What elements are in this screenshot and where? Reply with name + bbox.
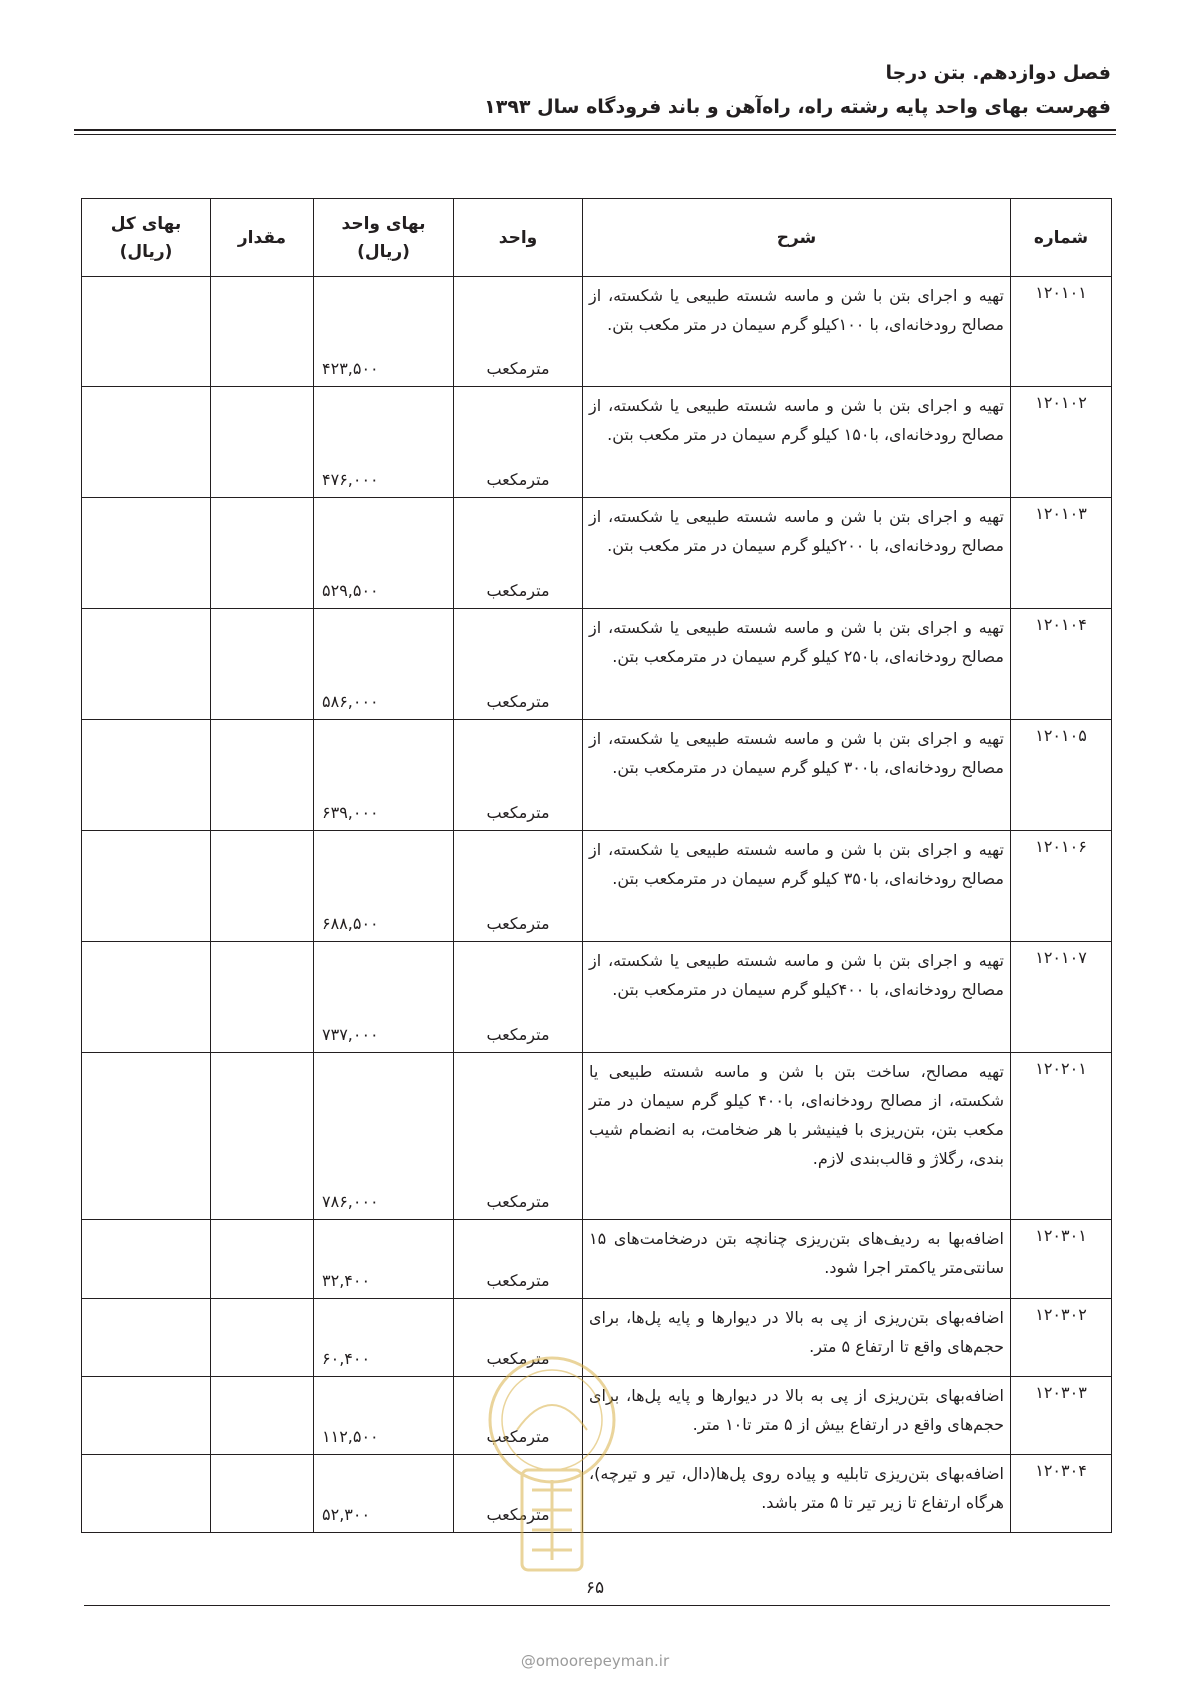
price-list-table	[81, 198, 1112, 1533]
column-header-total-price	[82, 199, 211, 277]
item-description: تهیه و اجرای بتن با شن و ماسه شسته طبیعی یا شکسته، از مصالح رودخانه‌ای، با ۱۰۰کیلو گرم سیمان در متر مکعب بتن.	[583, 277, 1011, 387]
column-header-unit: واحد	[454, 199, 583, 277]
item-unit-price: ۷۳۷,۰۰۰	[314, 942, 454, 1053]
item-unit: مترمکعب	[454, 609, 583, 720]
item-description: تهیه و اجرای بتن با شن و ماسه شسته طبیعی یا شکسته، از مصالح رودخانه‌ای، با ۴۰۰کیلو گرم سیمان در مترمکعب بتن.	[583, 942, 1011, 1053]
item-description: اضافه‌بهای بتن‌ریزی از پی به بالا در دیوارها و پایه پل‌ها، برای حجم‌های واقع در ارتفاع بیش از ۵ متر تا۱۰ متر.	[583, 1377, 1011, 1455]
page-number: ۶۵	[585, 1578, 605, 1598]
table-row	[82, 1053, 1112, 1220]
item-quantity	[211, 498, 314, 609]
column-header-quantity: مقدار	[211, 199, 314, 277]
header-rule-thin	[74, 134, 1116, 135]
item-total-price	[82, 387, 211, 498]
item-code: ۱۲۰۱۰۵	[1011, 720, 1112, 831]
item-unit: مترمکعب	[454, 1299, 583, 1377]
item-quantity	[211, 1299, 314, 1377]
item-unit: مترمکعب	[454, 1220, 583, 1299]
item-quantity	[211, 1220, 314, 1299]
item-description: اضافه‌بهای بتن‌ریزی از پی به بالا در دیوارها و پایه پل‌ها، برای حجم‌های واقع تا ارتفاع ۵ متر.	[583, 1299, 1011, 1377]
item-quantity	[211, 609, 314, 720]
item-description: اضافه‌بها به ردیف‌های بتن‌ریزی چنانچه بتن درضخامت‌های ۱۵ سانتی‌متر یاکمتر اجرا شود.	[583, 1220, 1011, 1299]
item-code: ۱۲۰۱۰۲	[1011, 387, 1112, 498]
item-unit-price: ۶۳۹,۰۰۰	[314, 720, 454, 831]
item-description: تهیه و اجرای بتن با شن و ماسه شسته طبیعی یا شکسته، از مصالح رودخانه‌ای، با۳۰۰ کیلو گرم سیمان در مترمکعب بتن.	[583, 720, 1011, 831]
item-unit: مترمکعب	[454, 498, 583, 609]
item-unit: مترمکعب	[454, 1053, 583, 1220]
chapter-title: فصل دوازدهم. بتن درجا	[885, 62, 1111, 84]
column-header-unit-price	[314, 199, 454, 277]
watermark-seal-icon	[477, 1350, 627, 1580]
table-row	[82, 1220, 1112, 1299]
item-unit-price: ۵۲۹,۵۰۰	[314, 498, 454, 609]
item-quantity	[211, 831, 314, 942]
item-total-price	[82, 1455, 211, 1533]
item-unit: مترمکعب	[454, 277, 583, 387]
column-header-total-price-currency: (ریال)	[119, 241, 173, 262]
page-header	[71, 56, 1111, 124]
column-header-unit-price-currency: (ریال)	[357, 241, 410, 262]
item-code: ۱۲۰۳۰۲	[1011, 1299, 1112, 1377]
item-code: ۱۲۰۳۰۱	[1011, 1220, 1112, 1299]
item-unit-price: ۳۲,۴۰۰	[314, 1220, 454, 1299]
item-description: تهیه و اجرای بتن با شن و ماسه شسته طبیعی یا شکسته، از مصالح رودخانه‌ای، با ۲۰۰کیلو گرم سیمان در متر مکعب بتن.	[583, 498, 1011, 609]
column-header-unit-price-label: بهای واحد	[341, 213, 426, 234]
document-subtitle: فهرست بهای واحد پایه رشته راه، راه‌آهن و باند فرودگاه سال ۱۳۹۳	[484, 96, 1111, 118]
website-watermark: @omoorepeyman.ir	[520, 1652, 670, 1670]
item-code: ۱۲۰۱۰۱	[1011, 277, 1112, 387]
item-unit: مترمکعب	[454, 1377, 583, 1455]
item-code: ۱۲۰۱۰۶	[1011, 831, 1112, 942]
item-description: تهیه مصالح، ساخت بتن با شن و ماسه شسته طبیعی یا شکسته، از مصالح رودخانه‌ای، با۴۰۰ کیلو گرم سیمان در متر مکعب بتن، بتن‌ریزی با فینیشر با هر ضخامت، به انضمام شیب بندی، رگلاژ و قالب‌بندی لازم.	[583, 1053, 1011, 1220]
item-quantity	[211, 1455, 314, 1533]
item-unit-price: ۴۷۶,۰۰۰	[314, 387, 454, 498]
item-unit-price: ۷۸۶,۰۰۰	[314, 1053, 454, 1220]
item-description: تهیه و اجرای بتن با شن و ماسه شسته طبیعی یا شکسته، از مصالح رودخانه‌ای، با۱۵۰ کیلو گرم سیمان در متر مکعب بتن.	[583, 387, 1011, 498]
item-description: تهیه و اجرای بتن با شن و ماسه شسته طبیعی یا شکسته، از مصالح رودخانه‌ای، با۳۵۰ کیلو گرم سیمان در مترمکعب بتن.	[583, 831, 1011, 942]
item-quantity	[211, 1053, 314, 1220]
item-total-price	[82, 942, 211, 1053]
item-code: ۱۲۰۲۰۱	[1011, 1053, 1112, 1220]
item-total-price	[82, 277, 211, 387]
table-row	[82, 609, 1112, 720]
table-row	[82, 277, 1112, 387]
item-code: ۱۲۰۱۰۳	[1011, 498, 1112, 609]
item-quantity	[211, 1377, 314, 1455]
item-total-price	[82, 831, 211, 942]
item-code: ۱۲۰۳۰۳	[1011, 1377, 1112, 1455]
item-description: تهیه و اجرای بتن با شن و ماسه شسته طبیعی یا شکسته، از مصالح رودخانه‌ای، با۲۵۰ کیلو گرم سیمان در مترمکعب بتن.	[583, 609, 1011, 720]
item-total-price	[82, 1377, 211, 1455]
item-unit: مترمکعب	[454, 720, 583, 831]
table-row	[82, 831, 1112, 942]
item-total-price	[82, 609, 211, 720]
item-unit-price: ۶۰,۴۰۰	[314, 1299, 454, 1377]
item-unit-price: ۵۲,۳۰۰	[314, 1455, 454, 1533]
item-description: اضافه‌بهای بتن‌ریزی تابلیه و پیاده روی پل‌ها(دال، تیر و تیرچه)، هرگاه ارتفاع تا زیر تیر تا ۵ متر باشد.	[583, 1455, 1011, 1533]
table-header-row	[82, 199, 1112, 277]
item-quantity	[211, 720, 314, 831]
item-code: ۱۲۰۱۰۷	[1011, 942, 1112, 1053]
column-header-description: شرح	[583, 199, 1011, 277]
item-quantity	[211, 387, 314, 498]
item-total-price	[82, 1053, 211, 1220]
table-row	[82, 387, 1112, 498]
column-header-total-price-label: بهای کل	[110, 213, 182, 234]
item-code: ۱۲۰۱۰۴	[1011, 609, 1112, 720]
column-header-code: شماره	[1011, 199, 1112, 277]
item-unit: مترمکعب	[454, 387, 583, 498]
item-code: ۱۲۰۳۰۴	[1011, 1455, 1112, 1533]
item-unit-price: ۱۱۲,۵۰۰	[314, 1377, 454, 1455]
item-total-price	[82, 1299, 211, 1377]
table-row	[82, 942, 1112, 1053]
item-total-price	[82, 1220, 211, 1299]
item-quantity	[211, 942, 314, 1053]
footer-rule	[84, 1605, 1110, 1606]
item-unit: مترمکعب	[454, 942, 583, 1053]
item-unit-price: ۶۸۸,۵۰۰	[314, 831, 454, 942]
table-row	[82, 720, 1112, 831]
item-unit: مترمکعب	[454, 831, 583, 942]
item-quantity	[211, 277, 314, 387]
item-unit-price: ۵۸۶,۰۰۰	[314, 609, 454, 720]
item-unit-price: ۴۲۳,۵۰۰	[314, 277, 454, 387]
table-row	[82, 498, 1112, 609]
item-unit: مترمکعب	[454, 1455, 583, 1533]
item-total-price	[82, 498, 211, 609]
header-rule-thick	[74, 129, 1116, 131]
item-total-price	[82, 720, 211, 831]
